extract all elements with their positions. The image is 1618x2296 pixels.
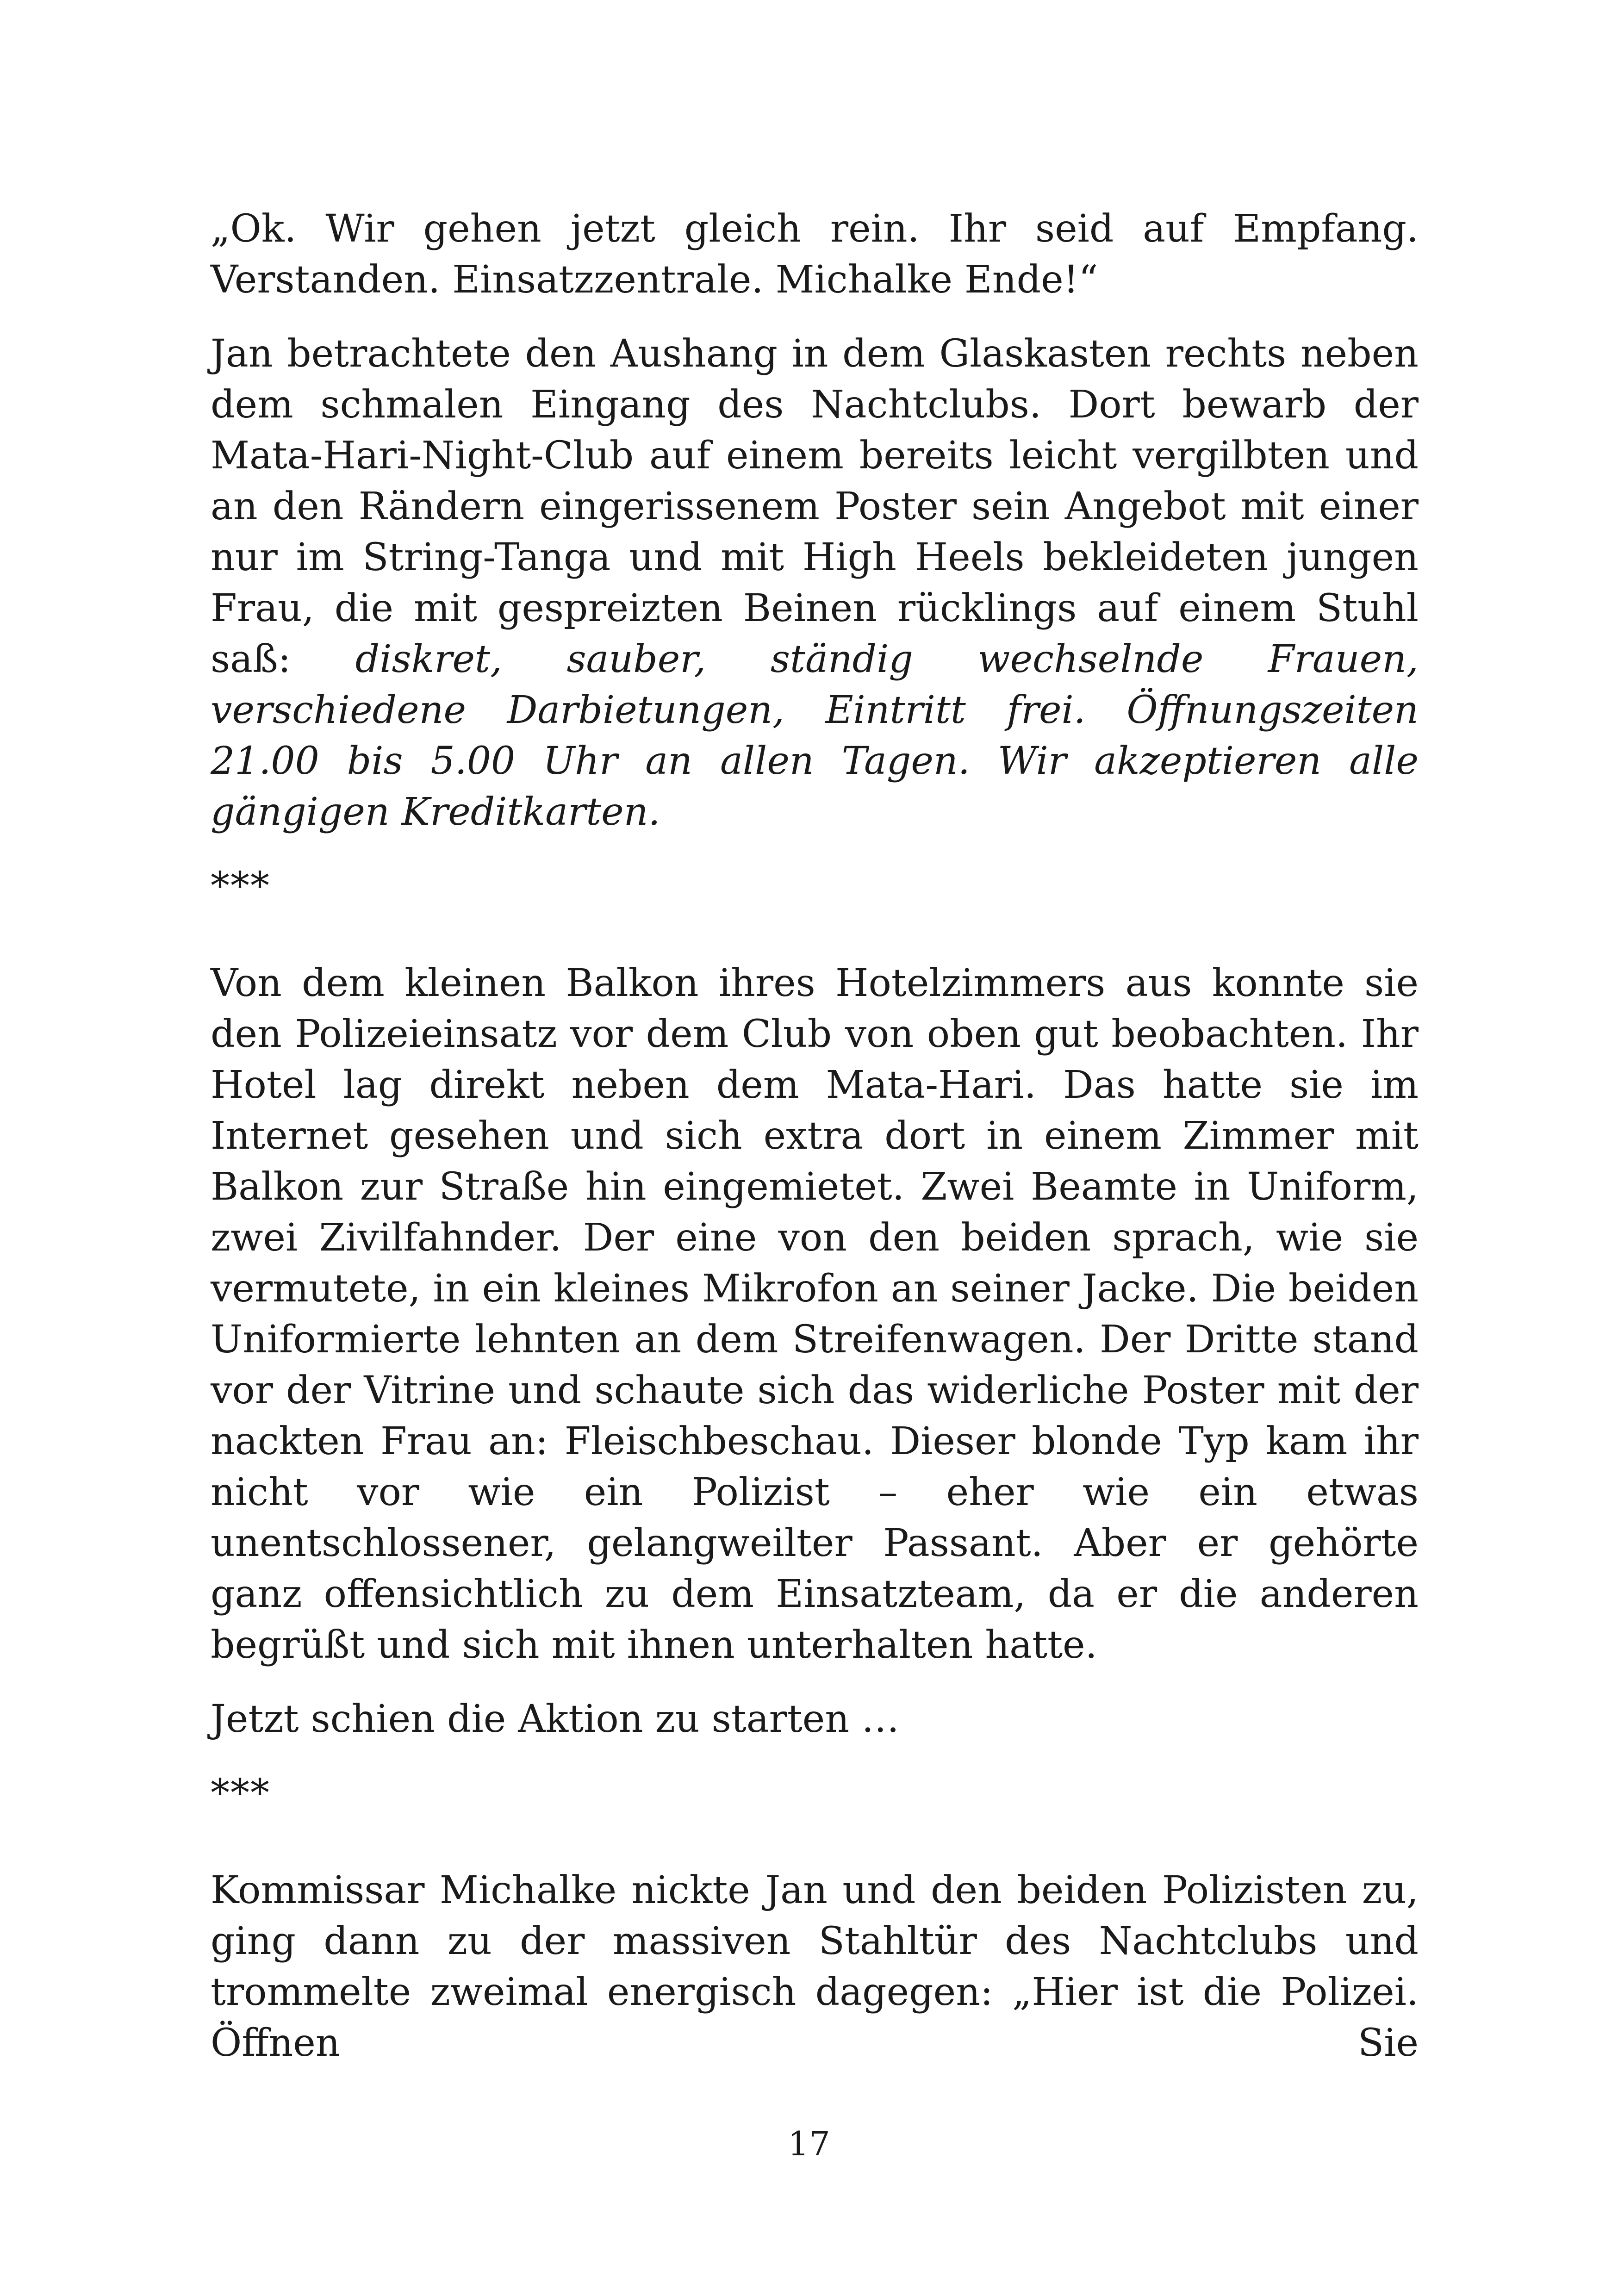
page-number: 17 xyxy=(788,2124,830,2163)
section-separator: *** xyxy=(211,1771,270,1815)
poster-slogan: diskret, sauber, ständig wechselnde Frauen, verschiedene Darbietungen, Eintritt frei. Öffnungszeiten 21.00 bis 5.00 Uhr an allen Tagen. Wir akzeptieren alle gängigen Kreditkarten. xyxy=(211,637,1419,834)
paragraph-radio-call: „Ok. Wir gehen jetzt gleich rein. Ihr seid auf Empfang. Verstanden. Einsatzzentrale. Michalke Ende!“ xyxy=(211,207,1419,302)
paragraph-knock: Kommissar Michalke nickte Jan und den beiden Polizisten zu, ging dann zu der massiven Stahltür des Nachtclubs und trommelte zweimal energisch dagegen: „Hier ist die Polizei. Öffnen Sie xyxy=(211,1868,1419,2065)
paragraph-balcony: Von dem kleinen Balkon ihres Hotelzimmers aus konnte sie den Polizeieinsatz vor dem Club von oben gut beobachten. Ihr Hotel lag direkt neben dem Mata-Hari. Das hatte sie im Internet gesehen und sich extra dort in einem Zimmer mit Balkon zur Straße hin eingemietet. Zwei Beamte in Uniform, zwei Zivilfahnder. Der eine von den beiden sprach, wie sie vermutete, in ein kleines Mikrofon an seiner Jacke. Die beiden Uniformierte lehnten an dem Streifenwagen. Der Dritte stand vor der Vitrine und schaute sich das widerliche Poster mit der nackten Frau an: Fleischbeschau. Dieser blonde Typ kam ihr nicht vor wie ein Polizist – eher wie ein etwas unentschlossener, gelangweilter Passant. Aber er gehörte ganz offensichtlich zu dem Einsatzteam, da er die anderen begrüßt und sich mit ihnen unterhalten hatte. xyxy=(211,961,1419,1667)
section-separator: *** xyxy=(211,864,270,908)
paragraph-poster xyxy=(211,329,1419,838)
body-text xyxy=(211,204,1419,2092)
paragraph-action-start: Jetzt schien die Aktion zu starten … xyxy=(211,1697,900,1741)
poster-description: Jan betrachtete den Aushang in dem Glaskasten rechts neben dem schmalen Eingang des Nachtclubs. Dort bewarb der Mata-Hari-Night-Club auf einem bereits leicht vergilbten und an den Rändern eingerissenem Poster sein Angebot mit einer nur im String-Tanga und mit High Heels bekleideten jungen Frau, die mit gespreizten Beinen rücklings auf einem Stuhl saß: xyxy=(211,332,1419,681)
